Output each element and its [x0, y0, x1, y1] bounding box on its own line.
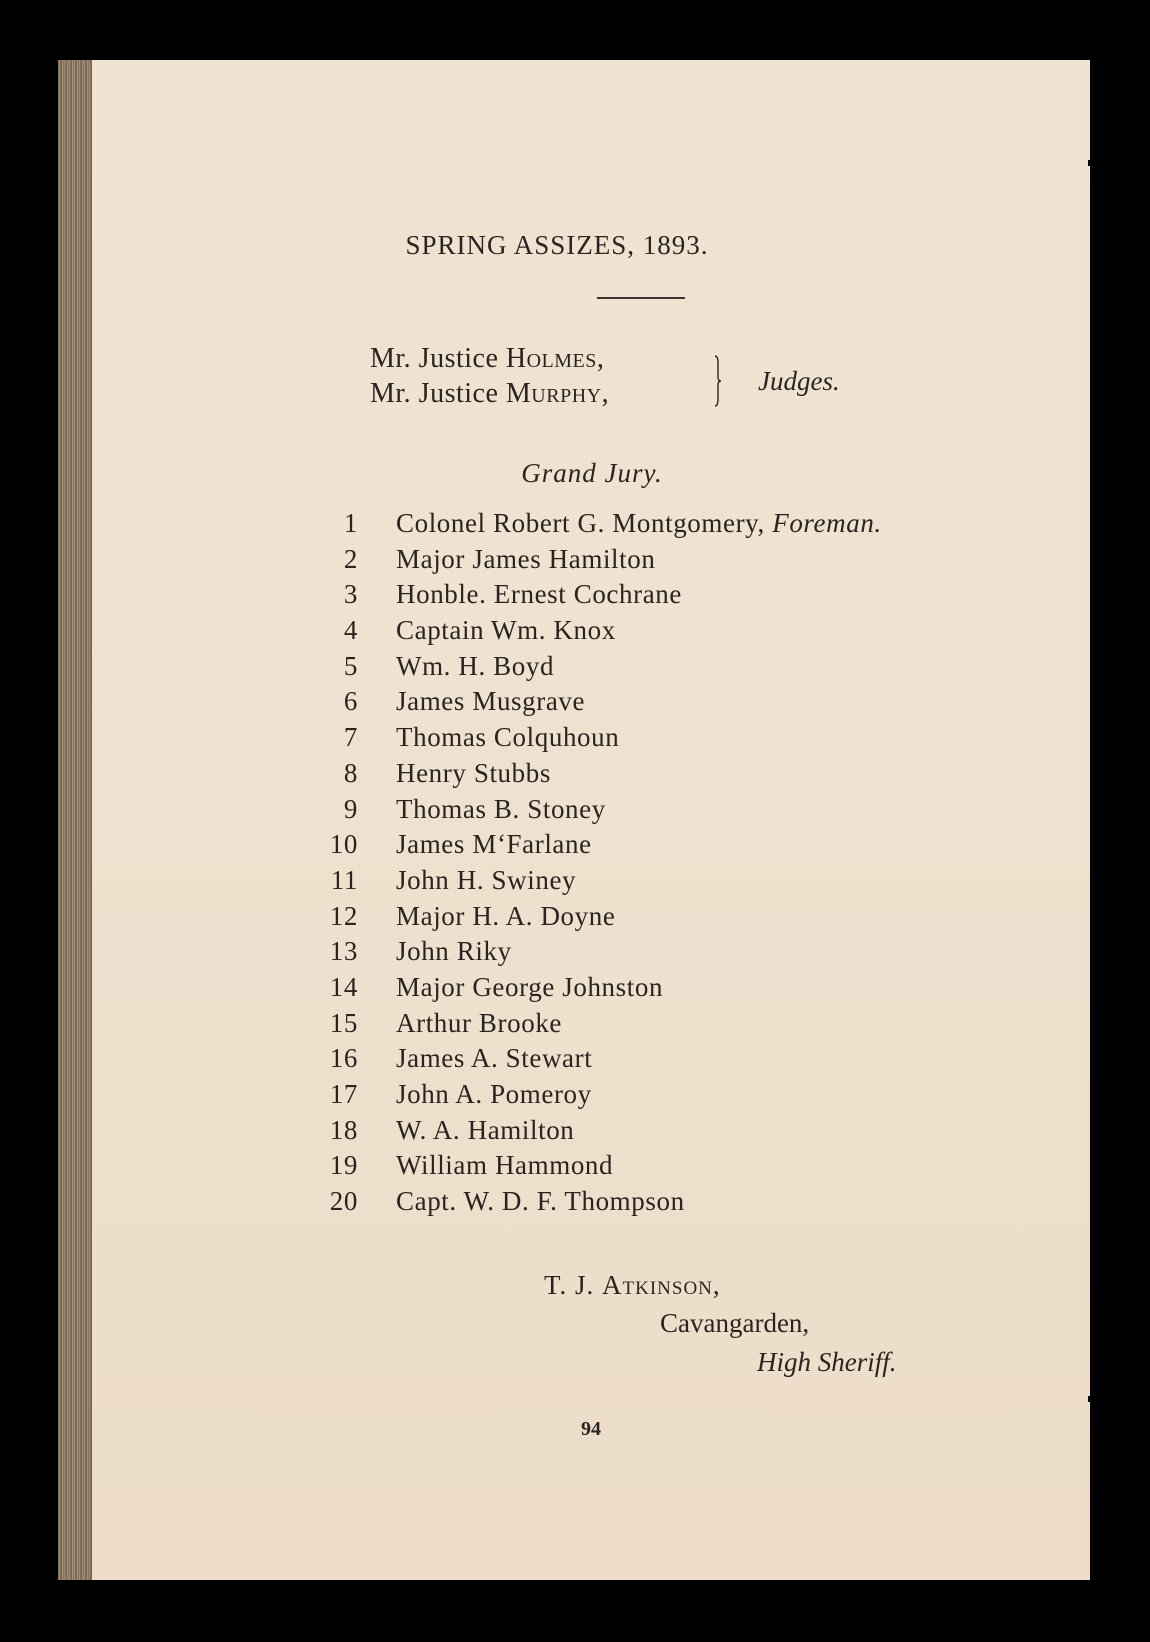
jury-number: 7 [343, 722, 358, 753]
jury-number: 9 [343, 793, 358, 824]
page-number: 94 [581, 1418, 601, 1440]
jury-number: 13 [329, 936, 358, 967]
jury-row [92, 865, 1090, 901]
jury-name-text: Honble. Ernest Cochrane [396, 579, 682, 610]
title-rule [597, 297, 685, 299]
jury-member-name [396, 794, 606, 825]
jury-name-text: James A. Stewart [396, 1043, 593, 1074]
jury-number: 19 [329, 1150, 358, 1181]
jury-row [92, 936, 1090, 972]
judge-prefix: Mr. Justice [370, 378, 506, 409]
jury-name-text: Thomas B. Stoney [396, 793, 606, 824]
book-page [92, 60, 1090, 1580]
jury-name-text: James M‘Farlane [396, 829, 592, 860]
jury-number: 11 [330, 864, 358, 895]
sheriff-surname-suffix: , [712, 1270, 721, 1300]
jury-row [92, 1115, 1090, 1151]
jury-number: 5 [343, 650, 358, 681]
jury-name-text: Arthur Brooke [396, 1007, 563, 1038]
jury-number: 10 [329, 829, 358, 860]
foreman-note: Foreman. [772, 508, 882, 538]
jury-name-text: John A. Pomeroy [396, 1079, 592, 1109]
jury-number: 2 [343, 543, 358, 574]
jury-member-name [396, 936, 512, 967]
jury-name-text: James Musgrave [396, 686, 586, 717]
jury-row [92, 901, 1090, 937]
jury-member-name [396, 758, 551, 789]
jury-member-name [396, 651, 554, 682]
jury-number: 6 [343, 686, 358, 717]
sheriff-name [544, 1270, 721, 1301]
page-nick [1088, 1396, 1094, 1402]
judges-brace [714, 355, 722, 407]
jury-name-text: W. A. Hamilton [396, 1114, 575, 1145]
jury-row [92, 1186, 1090, 1222]
jury-row [92, 651, 1090, 687]
jury-number: 18 [329, 1114, 358, 1145]
jury-row [92, 544, 1090, 580]
jury-number: 20 [329, 1186, 358, 1217]
jury-number: 12 [329, 900, 358, 931]
sheriff-place: Cavangarden, [660, 1308, 810, 1338]
jury-name-text: Major H. A. Doyne [396, 900, 616, 931]
jury-row [92, 686, 1090, 722]
judge-suffix: , [601, 378, 610, 409]
jury-member-name [396, 865, 576, 896]
jury-row [92, 758, 1090, 794]
jury-member-name [396, 1150, 613, 1181]
judges-label: Judges. [758, 366, 840, 396]
jury-row [92, 722, 1090, 758]
judge-surname: Murphy [505, 378, 602, 409]
jury-number: 8 [343, 757, 358, 788]
jury-row [92, 794, 1090, 830]
judge-prefix: Mr. Justice [370, 343, 506, 374]
jury-member-name [396, 1008, 562, 1039]
jury-member-name [396, 686, 585, 717]
sheriff-initials: T. J. [544, 1270, 602, 1300]
jury-member-name [396, 901, 615, 932]
jury-member-name [396, 615, 616, 646]
jury-row [92, 508, 1090, 544]
jury-name-text: Thomas Colquhoun [396, 722, 620, 753]
jury-name-text: Major James Hamilton [396, 543, 656, 574]
jury-member-name [396, 579, 682, 610]
jury-member-name [396, 1115, 574, 1146]
sheriff-title: High Sheriff. [757, 1347, 897, 1377]
jury-row [92, 1079, 1090, 1115]
sheriff-surname: Atkinson [602, 1270, 713, 1300]
jury-number: 15 [329, 1007, 358, 1038]
jury-number: 3 [343, 579, 358, 610]
page-nick [1088, 160, 1094, 166]
jury-name-text: Capt. W. D. F. Thompson [396, 1186, 685, 1217]
judge-line [370, 343, 604, 375]
jury-member-name [396, 829, 592, 860]
jury-number: 16 [329, 1043, 358, 1074]
jury-member-name [396, 1043, 592, 1074]
jury-name-text: Henry Stubbs [396, 757, 551, 788]
jury-name-text: John Riky [396, 936, 512, 967]
jury-member-name [396, 722, 619, 753]
jury-number: 4 [343, 615, 358, 646]
jury-number: 17 [329, 1079, 358, 1109]
jury-number: 1 [343, 508, 358, 538]
judge-surname: Holmes [505, 343, 597, 374]
jury-row [92, 1150, 1090, 1186]
jury-member-name [396, 1079, 592, 1110]
jury-row [92, 829, 1090, 865]
judge-line [370, 378, 609, 410]
jury-name-text: William Hammond [396, 1150, 614, 1181]
page-title: SPRING ASSIZES, 1893. [405, 230, 709, 260]
jury-list [92, 508, 1090, 1222]
jury-number: 14 [329, 971, 358, 1002]
jury-member-name [396, 1186, 685, 1217]
jury-name-text: Wm. H. Boyd [396, 650, 555, 681]
jury-member-name [396, 972, 663, 1003]
jury-row [92, 615, 1090, 651]
jury-row [92, 1043, 1090, 1079]
judge-suffix: , [596, 343, 605, 374]
jury-row [92, 579, 1090, 615]
jury-row [92, 1008, 1090, 1044]
grand-jury-heading: Grand Jury. [521, 458, 663, 488]
jury-name-text: Captain Wm. Knox [396, 615, 616, 646]
jury-name-text: Colonel Robert G. Montgomery, [396, 508, 765, 538]
jury-row [92, 972, 1090, 1008]
jury-member-name [396, 508, 882, 539]
jury-name-text: John H. Swiney [396, 864, 577, 895]
jury-member-name [396, 544, 655, 575]
jury-name-text: Major George Johnston [396, 971, 664, 1002]
